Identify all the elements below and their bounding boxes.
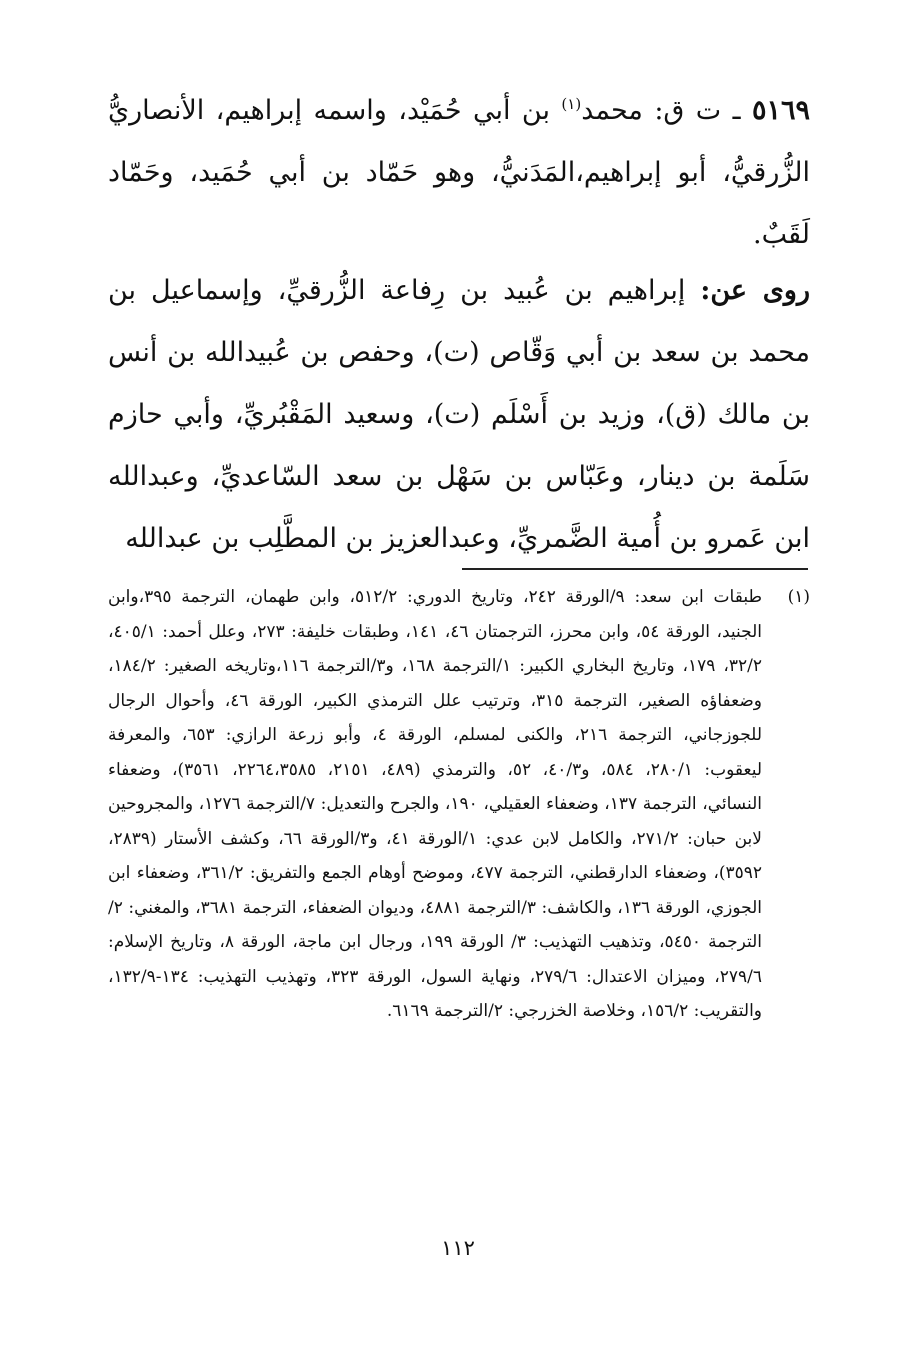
page-number: ١١٢	[441, 1236, 475, 1260]
footnote-marker: (١)	[787, 587, 810, 607]
entry-number: ٥١٦٩	[751, 95, 810, 126]
narrated-from-paragraph	[108, 260, 810, 554]
footnote	[108, 580, 810, 1230]
footnote-divider	[462, 568, 808, 570]
entry-name: محمد	[581, 95, 643, 126]
narrated-from-label: روى عن:	[700, 275, 810, 306]
footnote-text: طبقات ابن سعد: ٩/الورقة ٢٤٢، وتاريخ الدوري: ٥١٢/٢، وابن طهمان، الترجمة ٣٩٥،وابن الجنيد، الورقة ٥٤، وابن محرز، الترجمتان ٤٦، ١٤١، وطبقات خليفة: ٢٧٣، وعلل أحمد: ٤٠٥/١، ٣٢/٢، ١٧٩، وتاريخ البخاري الكبير: ١/الترجمة ١٦٨، و٣/الترجمة ١١٦،وتاريخه الصغير: ١٨٤/٢، وضعفاؤه الصغير، الترجمة ٣١٥، وترتيب علل الترمذي الكبير، الورقة ٤٦، وأحوال الرجال للجوزجاني، الترجمة ٢١٦، والكنى لمسلم، الورقة ٤، وأبو زرعة الرازي: ٦٥٣، والمعرفة ليعقوب: ٢٨٠/١، ٥٨٤، و٤٠/٣، ٥٢، والترمذي (٤٨٩، ٢١٥١، ٢٢٦٤،٣٥٨٥، ٣٥٦١)، وضعفاء النسائي، الترجمة ١٣٧، وضعفاء العقيلي، ١٩٠، والجرح والتعديل: ٧/الترجمة ١٢٧٦، والمجروحين لابن حبان: ٢٧١/٢، والكامل لابن عدي: ١/الورقة ٤١، و٣/الورقة ٦٦، وكشف الأستار (٢٨٣٩، ٣٥٩٢)، وضعفاء الدارقطني، الترجمة ٤٧٧، وموضح أوهام الجمع والتفريق: ٣٦١/٢، وضعفاء ابن الجوزي، الورقة ١٣٦، والكاشف: ٣/الترجمة ٤٨٨١، وديوان الضعفاء، الترجمة ٣٦٨١، والمغني: ٢/الترجمة ٥٤٥٠، وتذهيب التهذيب: ٣/ الورقة ١٩٩، ورجال ابن ماجة، الورقة ٨، وتاريخ الإسلام: ٢٧٩/٦، وميزان الاعتدال: ٢٧٩/٦، ونهاية السول، الورقة ٣٢٣، وتهذيب التهذيب: ١٣٤-١٣٢/٩، والتقريب: ١٥٦/٢، وخلاصة الخزرجي: ٢/الترجمة ٦١٦٩.	[108, 587, 763, 1021]
narrated-from-text: إبراهيم بن عُبيد بن رِفاعة الزُّرقيِّ، وإسماعيل بن محمد بن سعد بن أبي وَقّاص (ت)، وحفص بن عُبيدالله بن أنس بن مالك (ق)، وزيد بن أَسْلَم (ت)، وسعيد المَقْبُريِّ، وأبي حازم سَلَمة بن دينار، وعَبّاس بن سَهْل بن سعد السّاعديِّ، وعبدالله ابن عَمرو بن أُمية الضَّمريِّ، وعبدالعزيز بن المطَّلِب بن عبدالله	[108, 275, 810, 554]
biography-entry	[108, 80, 810, 270]
footnote-reference: (١)	[561, 95, 582, 113]
entry-codes: ـ ت ق:	[654, 95, 741, 126]
entry-text: بن أبي حُمَيْد، واسمه إبراهيم، الأنصاريُّ الزُّرقيُّ، أبو إبراهيم،المَدَنيُّ، وهو حَمّاد بن أبي حُمَيد، وحَمّاد لَقَبٌ.	[108, 95, 810, 250]
